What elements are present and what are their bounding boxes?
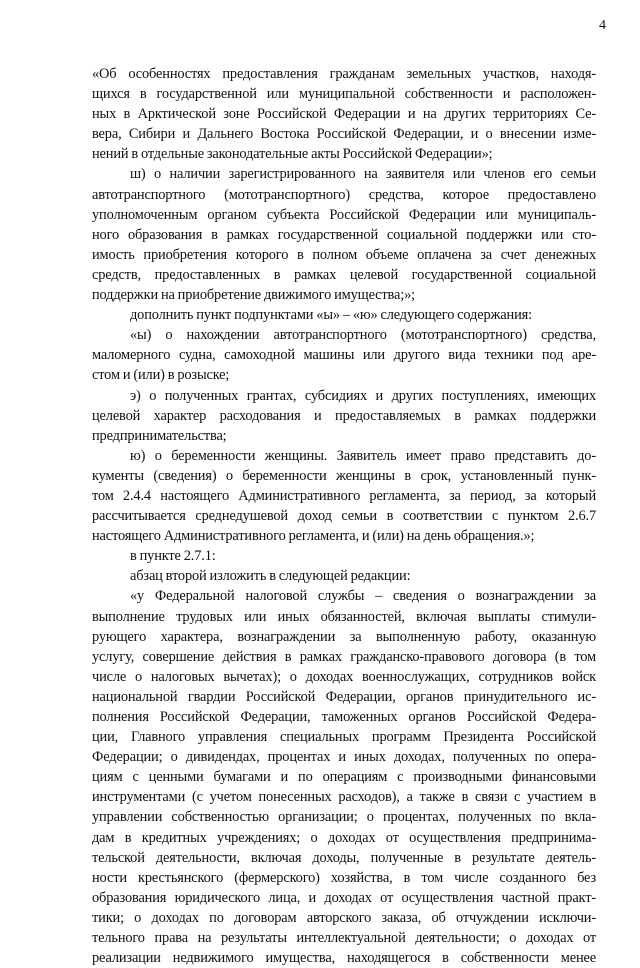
text-line: настоящего Административного регламента, и (или) на день обращения.»; bbox=[92, 528, 535, 545]
text-line: ных в Арктической зоне Российской Федерации и на других территориях Се- bbox=[92, 106, 596, 123]
page-number: 4 bbox=[599, 18, 606, 33]
text-line: выполнение трудовых или иных обязанностей, включая выплаты стимули- bbox=[92, 608, 596, 625]
text-line: реализации недвижимого имущества, находящегося в собственности менее bbox=[92, 950, 596, 967]
text-line: дополнить пункт подпунктами «ы» – «ю» следующего содержания: bbox=[130, 307, 532, 324]
text-line: вера, Сибири и Дальнего Востока Российской Федерации, и о внесении изме- bbox=[92, 126, 596, 143]
text-line: ности крестьянского (фермерского) хозяйства, в том числе созданного без bbox=[92, 869, 596, 886]
text-line: том 2.4.4 настоящего Административного регламента, за период, за который bbox=[92, 487, 596, 504]
text-line: уполномоченным органом субъекта Российской Федерации или муниципаль- bbox=[92, 206, 596, 223]
text-line: э) о полученных грантах, субсидиях и других поступлениях, имеющих bbox=[130, 387, 596, 404]
text-line: «ы) о нахождении автотранспортного (мототранспортного) средства, bbox=[130, 327, 596, 344]
text-line: тельного права на результаты интеллектуальной деятельности; о доходах от bbox=[92, 930, 596, 947]
text-line: Федерации; о дивидендах, процентах и иных доходах, полученных по опера- bbox=[92, 749, 596, 766]
text-line: ю) о беременности женщины. Заявитель имеет право представить до- bbox=[130, 447, 596, 464]
text-line: ш) о наличии зарегистрированного на заявителя или членов его семьи bbox=[130, 166, 596, 183]
text-line: маломерного судна, самоходной машины или другого вида техники под аре- bbox=[92, 347, 596, 364]
text-line: «Об особенностях предоставления гражданам земельных участков, находя- bbox=[92, 66, 596, 82]
text-line: стом и (или) в розыске; bbox=[92, 367, 230, 384]
text-line: ции, Главного управления специальных программ Президента Российской bbox=[92, 729, 596, 746]
text-line: тельской деятельности, включая доходы, полученные в результате деятель- bbox=[92, 849, 596, 866]
text-line: в пункте 2.7.1: bbox=[130, 548, 216, 565]
text-line: «у Федеральной налоговой службы – сведения о вознаграждении за bbox=[130, 588, 596, 605]
text-line: имость приобретения которого в полном объеме оплачена за счет денежных bbox=[92, 246, 596, 263]
text-line: числе о налоговых вычетах); о доходах военнослужащих, сотрудников войск bbox=[92, 668, 596, 685]
text-line: рующего характера, вознаграждении за выполненную работу, оказанную bbox=[92, 628, 596, 645]
text-line: полнения Российской Федерации, таможенных органов Российской Федера- bbox=[92, 709, 596, 725]
text-line: кументы (сведения) о беременности женщины в срок, установленный пунк- bbox=[92, 467, 596, 484]
text-line: национальной гвардии Российской Федерации, органов принудительного ис- bbox=[92, 688, 596, 705]
text-line: автотранспортного (мототранспортного) средства, которое предоставлено bbox=[92, 186, 596, 203]
text-line: абзац второй изложить в следующей редакции: bbox=[130, 568, 411, 585]
text-line: целевой характер расходования и предоставляемых в рамках поддержки bbox=[92, 407, 596, 424]
text-line: рассчитывается среднедушевой доход семьи в соответствии с пунктом 2.6.7 bbox=[92, 508, 596, 525]
text-line: циям с ценными бумагами и по операциям с производными финансовыми bbox=[92, 769, 596, 786]
text-line: средств, предоставленных в рамках целевой государственной социальной bbox=[92, 266, 596, 283]
document-body bbox=[92, 64, 596, 968]
text-line: образования юридического лица, и доходах от осуществления частной практ- bbox=[92, 889, 596, 906]
text-line: дам в кредитных учреждениях; о доходах от осуществления предпринима- bbox=[92, 829, 596, 846]
text-line: поддержки на приобретение движимого имущества;»; bbox=[92, 287, 415, 304]
text-line: предпринимательства; bbox=[92, 427, 227, 444]
text-line: щихся в государственной или муниципальной собственности и расположен- bbox=[92, 86, 596, 103]
text-line: инструментами (с учетом понесенных расходов), а также в связи с участием в bbox=[92, 789, 596, 806]
text-line: нений в отдельные законодательные акты Российской Федерации»; bbox=[92, 146, 493, 163]
text-line: управлении собственностью организации; о процентах, полученных по вкла- bbox=[92, 809, 596, 826]
text-line: тики; о доходах по договорам авторского заказа, об отчуждении исключи- bbox=[92, 909, 596, 926]
text-line: ного образования в рамках государственной социальной поддержки или сто- bbox=[92, 226, 596, 243]
text-line: услугу, совершение действия в рамках гражданско-правового договора (в том bbox=[92, 648, 596, 665]
